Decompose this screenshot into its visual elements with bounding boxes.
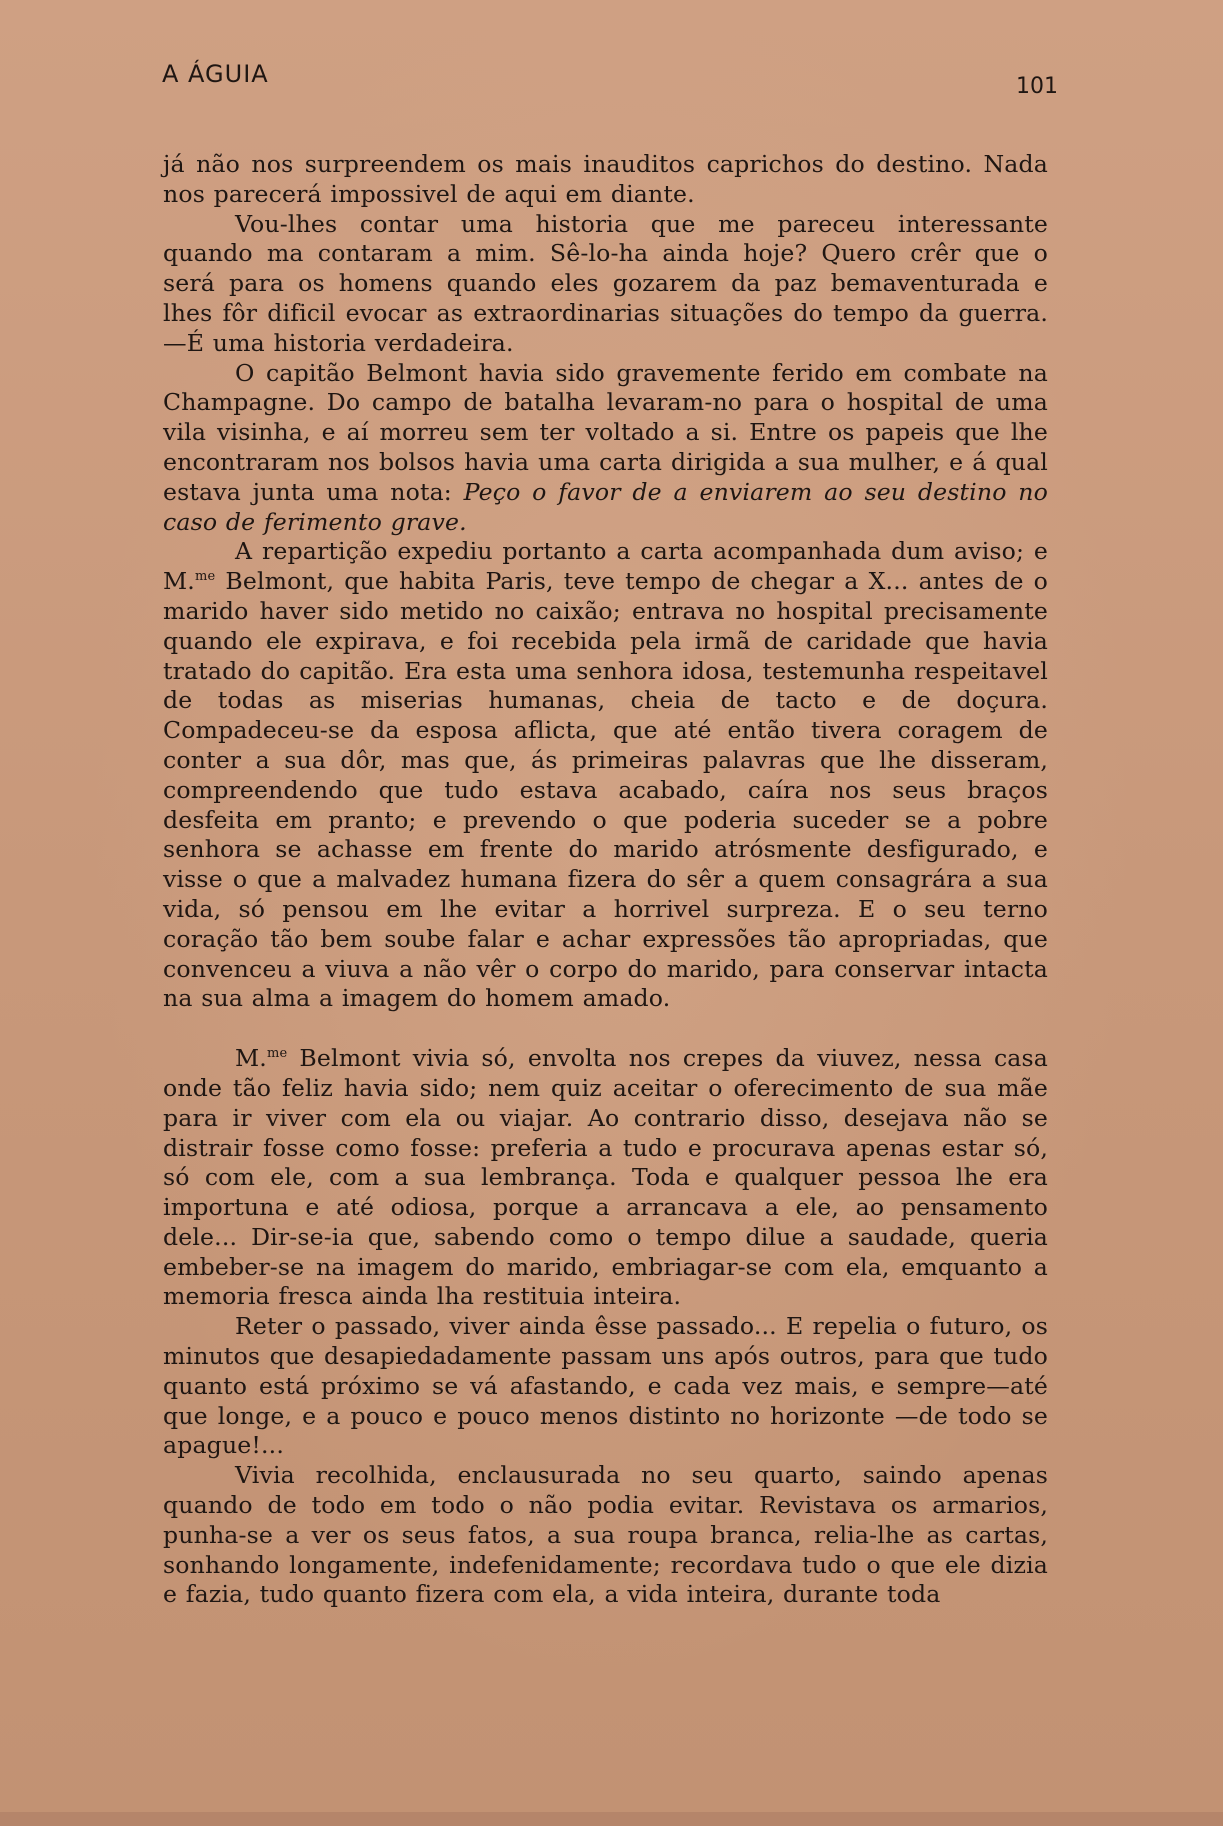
paragraph-2: Vou-lhes contar uma historia que me pareceu interessante quando ma contaram a mim. Sê-lo-ha ainda hoje? Quero crêr que o será para os homens quando eles gozarem da paz bemaventurada e lhes fôr dificil evocar as extraordinarias situações do tempo da guerra.—É uma historia verdadeira. — [163, 209, 1048, 357]
paragraph-3 — [163, 359, 1048, 538]
paragraph-5-superscript: me — [266, 1046, 288, 1062]
paragraph-3-italic-note: Peço o favor de a enviarem ao seu destino no caso de ferimento grave. — [163, 477, 1048, 536]
paragraph-5-text-end: Belmont vivia só, envolta nos crepes da viuvez, nessa casa onde tão feliz havia sido; nem quiz aceitar o oferecimento de sua mãe para ir viver com ela ou viajar. Ao contrario disso, desejava não se distrair fosse como fosse: preferia a tudo e procurava apenas estar só, só com ele, com a sua lembrança. Toda e qualquer pessoa lhe era importuna e até odiosa, porque a arrancava a ele, ao pensamento dele... Dir-se-ia que, sabendo como o tempo dilue a saudade, queria embeber-se na imagem do marido, embriagar-se com ela, emquanto a memoria fresca ainda lha restituia inteira. — [163, 1044, 1048, 1311]
page-number: 101 — [1016, 74, 1058, 99]
paragraph-7: Vivia recolhida, enclausurada no seu quarto, saindo apenas quando de todo em todo o não podia evitar. Revistava os armarios, punha-se a ver os seus fatos, a sua roupa branca, relia-lhe as cartas, sonhando longamente, indefenidamente; recordava tudo o que ele dizia e fazia, tudo quanto fizera com ela, a vida inteira, durante toda — [163, 1461, 1048, 1609]
paragraph-4-text-end: Belmont, que habita Paris, teve tempo de chegar a X... antes de o marido haver sido metido no caixão; entrava no hospital precisamente quando ele expirava, e foi recebida pela irmã de caridade que havia tratado do capitão. Era esta uma senhora idosa, testemunha respeitavel de todas as miserias humanas, cheia de tacto e de doçura. Compadeceu-se da esposa aflicta, que até então tivera coragem de conter a sua dôr, mas que, ás primeiras palavras que lhe disseram, compreendendo que tudo estava acabado, caíra nos seus braços desfeita em pranto; e prevendo o que poderia suceder se a pobre senhora se achasse em frente do marido atrósmente desfigurado, e visse o que a malvadez humana fizera do sêr a quem consagrára a sua vida, só pensou em lhe evitar a horrivel surpreza. E o seu terno coração tão bem soube falar e achar expressões tão apropriadas, que convenceu a viuva a não vêr o corpo do marido, para conservar intacta na sua alma a imagem do homem amado. — [163, 567, 1048, 1013]
paragraph-4-text-start: A repartição expediu portanto a carta acompanhada dum aviso; e M. — [163, 537, 1048, 596]
paragraph-4-superscript: me — [194, 569, 216, 585]
paragraph-5 — [163, 1044, 1048, 1312]
paragraph-1: já não nos surpreendem os mais inauditos caprichos do destino. Nada nos parecerá impossivel de aqui em diante. — [163, 150, 1048, 208]
running-title: A ÁGUIA — [162, 60, 269, 88]
paragraph-5-text-start: M. — [235, 1044, 267, 1073]
paragraph-3-text: O capitão Belmont havia sido gravemente ferido em combate na Champagne. Do campo de batalha levaram-no para o hospital de uma vila visinha, e aí morreu sem ter voltado a si. Entre os papeis que lhe encontraram nos bolsos havia uma carta dirigida a sua mulher, e á qual estava junta uma nota: — [163, 358, 1048, 506]
paragraph-4 — [163, 537, 1048, 1014]
paragraph-6: Reter o passado, viver ainda êsse passado... E repelia o futuro, os minutos que desapiedadamente passam uns após outros, para que tudo quanto está próximo se vá afastando, e cada vez mais, e sempre—até que longe, e a pouco e pouco menos distinto no horizonte —de todo se apague!... — [163, 1312, 1048, 1460]
body-text — [163, 150, 1048, 1610]
